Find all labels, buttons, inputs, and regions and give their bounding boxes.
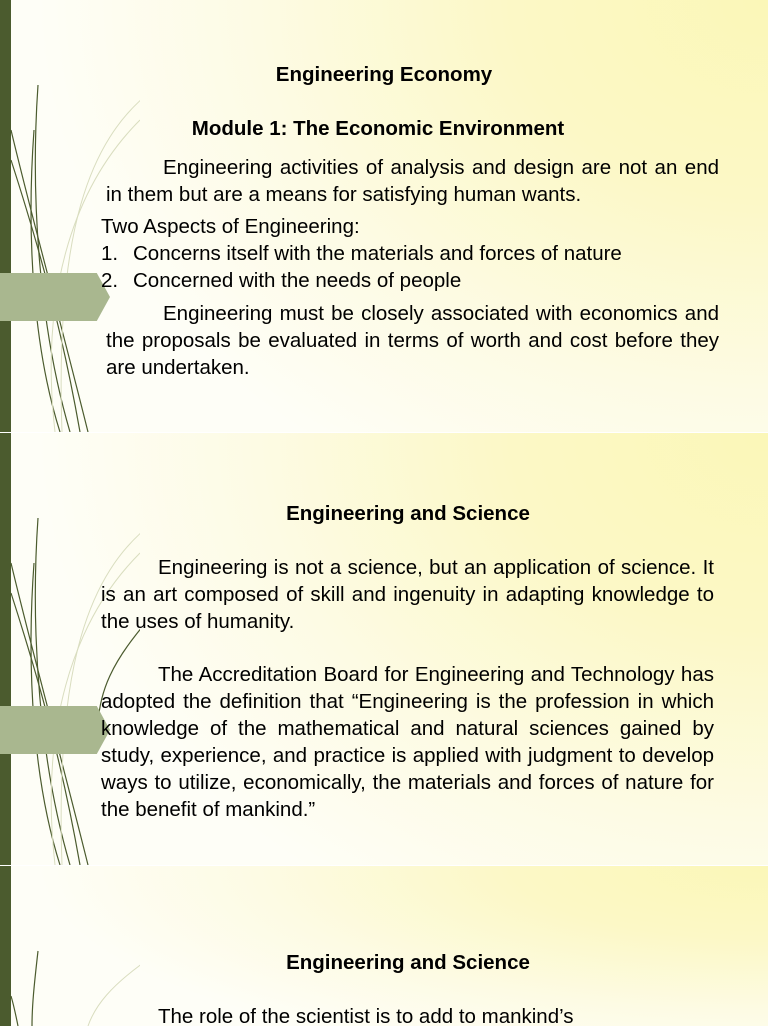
slide-arrow-shape xyxy=(0,273,110,321)
paragraph: The role of the scientist is to add to mankind’s xyxy=(158,1005,574,1026)
closing-paragraph: Engineering must be closely associated with economics and the proposals be evaluated in terms of worth and cost before they are undertaken. xyxy=(106,302,719,379)
list-number: 2. xyxy=(101,269,119,292)
list-item xyxy=(101,267,721,294)
definition-paragraph: The Accreditation Board for Engineering and Technology has adopted the definition that “Engineering is the profession in which knowledge of the mathematical and natural sciences gained by study, experience, and practice is applied with judgment to develop ways to utilize, economically, the materials and forces of nature for the benefit of mankind.” xyxy=(101,663,714,821)
slide-title: Engineering and Science xyxy=(286,502,530,525)
slide-arrow-shape xyxy=(0,706,110,754)
slide-1 xyxy=(0,0,768,432)
list-number: 1. xyxy=(101,242,119,265)
paragraph: Engineering is not a science, but an application of science. It is an art composed of skill and ingenuity in adapting knowledge to the uses of humanity. xyxy=(101,556,714,633)
decorative-vines-icon xyxy=(0,866,140,1026)
intro-paragraph: Engineering activities of analysis and design are not an end in them but are a means for satisfying human wants. xyxy=(106,156,719,206)
module-title: Module 1: The Economic Environment xyxy=(191,117,565,140)
list-text: Concerned with the needs of people xyxy=(133,269,462,292)
slide-title: Engineering and Science xyxy=(286,951,530,974)
list-text: Concerns itself with the materials and forces of nature xyxy=(133,242,622,265)
slide-3 xyxy=(0,866,768,1026)
slide-title: Engineering Economy xyxy=(275,63,493,86)
list-item xyxy=(101,240,721,267)
slide-2 xyxy=(0,433,768,865)
aspects-heading: Two Aspects of Engineering: xyxy=(101,215,360,238)
